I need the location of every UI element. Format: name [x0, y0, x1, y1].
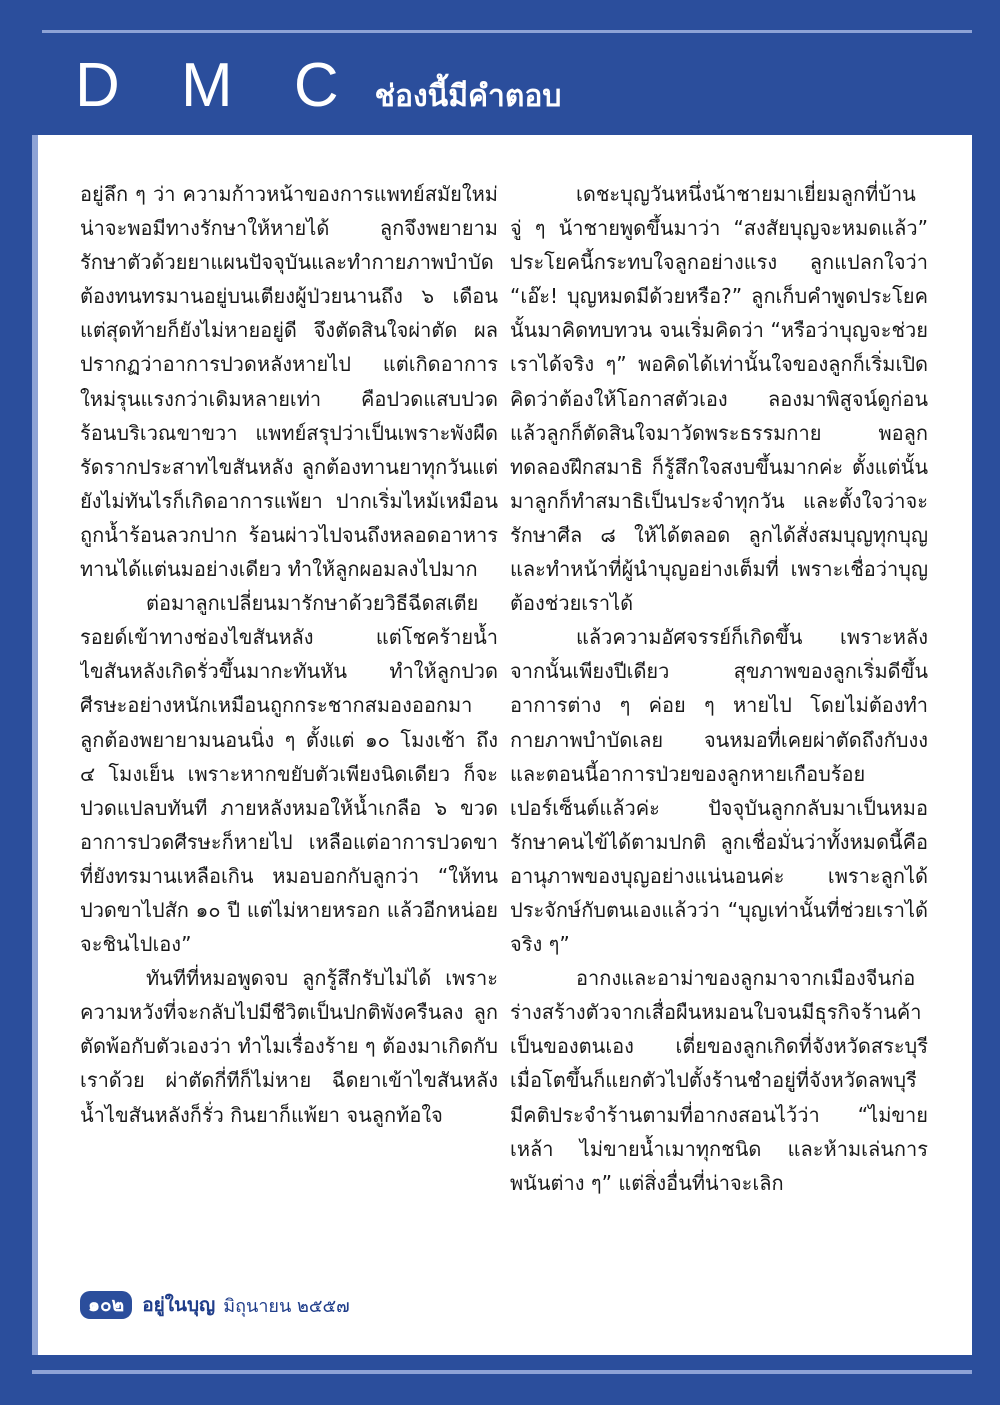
paragraph: แล้วความอัศจรรย์ก็เกิดขึ้น เพราะหลังจากนั้นเพียงปีเดียว สุขภาพของลูกเริ่มดีขึ้น อาการต่าง ๆ ค่อย ๆ หายไป โดยไม่ต้องทำกายภาพบำบัดเลย จนหมอที่เคยผ่าตัดถึงกับงง และตอนนี้อาการป่วยของลูกหายเกือบร้อยเปอร์เซ็นต์แล้วค่ะ ปัจจุบันลูกกลับมาเป็นหมอรักษาคนไข้ได้ตามปกติ ลูกเชื่อมั่นว่าทั้งหมดนี้คืออานุภาพของบุญอย่างแน่นอนค่ะ เพราะลูกได้ประจักษ์กับตนเองแล้วว่า “บุญเท่านั้นที่ช่วยเราได้จริง ๆ” — [510, 625, 928, 957]
page-number-badge: ๑๐๒ — [80, 1291, 132, 1319]
paragraph: อยู่ลึก ๆ ว่า ความก้าวหน้าของการแพทย์สมัยใหม่น่าจะพอมีทางรักษาให้หายได้ ลูกจึงพยายามรักษาตัวด้วยยาแผนปัจจุบันและทำกายภาพบำบัด ต้องทนทรมานอยู่บนเตียงผู้ป่วยนานถึง ๖ เดือน แต่สุดท้ายก็ยังไม่หายอยู่ดี จึงตัดสินใจผ่าตัด ผลปรากฏว่าอาการปวดหลังหายไป แต่เกิดอาการใหม่รุนแรงกว่าเดิมหลายเท่า คือปวดแสบปวดร้อนบริเวณขาขวา แพทย์สรุปว่าเป็นเพราะพังผืดรัดรากประสาทไขสันหลัง ลูกต้องทานยาทุกวันแต่ยังไม่ทันไรก็เกิดอาการแพ้ยา ปากเริ่มไหม้เหมือนถูกน้ำร้อนลวกปาก ร้อนผ่าวไปจนถึงหลอดอาหาร ทานได้แต่นมอย่างเดียว ทำให้ลูกผอมลงไปมาก — [80, 182, 498, 582]
issue-date: มิถุนายน ๒๕๕๗ — [223, 1295, 350, 1317]
paragraph: ต่อมาลูกเปลี่ยนมารักษาด้วยวิธีฉีดสเตียรอยด์เข้าทางช่องไขสันหลัง แต่โชคร้ายน้ำไขสันหลังเกิดรั่วขึ้นมากะทันหัน ทำให้ลูกปวดศีรษะอย่างหนักเหมือนถูกกระชากสมองออกมา ลูกต้องพยายามนอนนิ่ง ๆ ตั้งแต่ ๑๐ โมงเช้า ถึง ๔ โมงเย็น เพราะหากขยับตัวเพียงนิดเดียว ก็จะปวดแปลบทันที ภายหลังหมอให้น้ำเกลือ ๖ ขวด อาการปวดศีรษะก็หายไป เหลือแต่อาการปวดขาที่ยังทรมานเหลือเกิน หมอบอกกับลูกว่า “ให้ทนปวดขาไปสัก ๑๐ ปี แต่ไม่หายหรอก แล้วอีกหน่อยจะชินไปเอง” — [80, 591, 498, 957]
page-footer — [80, 1290, 350, 1320]
page-header — [75, 51, 562, 125]
left-column — [80, 177, 498, 1267]
top-rule — [42, 30, 972, 33]
paragraph: อากงและอาม่าของลูกมาจากเมืองจีนก่อร่างสร้างตัวจากเสื่อผืนหมอนใบจนมีธุรกิจร้านค้าเป็นของตนเอง เตี่ยของลูกเกิดที่จังหวัดสระบุรี เมื่อโตขึ้นก็แยกตัวไปตั้งร้านชำอยู่ที่จังหวัดลพบุรี มีคติประจำร้านตามที่อากงสอนไว้ว่า “ไม่ขายเหล้า ไม่ขายน้ำเมาทุกชนิด และห้ามเล่นการพนันต่าง ๆ” แต่สิ่งอื่นที่น่าจะเลิก — [510, 966, 928, 1195]
column-title: ช่องนี้มีคำตอบ — [374, 79, 562, 114]
paragraph: ทันทีที่หมอพูดจบ ลูกรู้สึกรับไม่ได้ เพราะความหวังที่จะกลับไปมีชีวิตเป็นปกติพังครืนลง ลูกตัดพ้อกับตัวเองว่า ทำไมเรื่องร้าย ๆ ต้องมาเกิดกับเราด้วย ผ่าตัดกี่ทีก็ไม่หาย ฉีดยาเข้าไขสันหลัง น้ำไขสันหลังก็รั่ว กินยาก็แพ้ยา จนลูกท้อใจ — [80, 966, 498, 1127]
bottom-rule — [32, 1370, 972, 1374]
publication-title: อยู่ในบุญ — [142, 1294, 216, 1316]
right-column — [510, 177, 928, 1267]
paragraph: เดชะบุญวันหนึ่งน้าชายมาเยี่ยมลูกที่บ้าน จู่ ๆ น้าชายพูดขึ้นมาว่า “สงสัยบุญจะหมดแล้ว” ประโยคนี้กระทบใจลูกอย่างแรง ลูกแปลกใจว่า “เอ๊ะ! บุญหมดมีด้วยหรือ?” ลูกเก็บคำพูดประโยคนั้นมาคิดทบทวน จนเริ่มคิดว่า “หรือว่าบุญจะช่วยเราได้จริง ๆ” พอคิดได้เท่านั้นใจของลูกก็เริ่มเปิด คิดว่าต้องให้โอกาสตัวเอง ลองมาพิสูจน์ดูก่อน แล้วลูกก็ตัดสินใจมาวัดพระธรรมกาย พอลูกทดลองฝึกสมาธิ ก็รู้สึกใจสงบขึ้นมากค่ะ ตั้งแต่นั้นมาลูกก็ทำสมาธิเป็นประจำทุกวัน และตั้งใจว่าจะรักษาศีล ๘ ให้ได้ตลอด ลูกได้สั่งสมบุญทุกบุญและทำหน้าที่ผู้นำบุญอย่างเต็มที่ เพราะเชื่อว่าบุญต้องช่วยเราได้ — [510, 182, 928, 616]
article-panel — [38, 135, 972, 1355]
brand-logo: D M C — [75, 51, 361, 120]
